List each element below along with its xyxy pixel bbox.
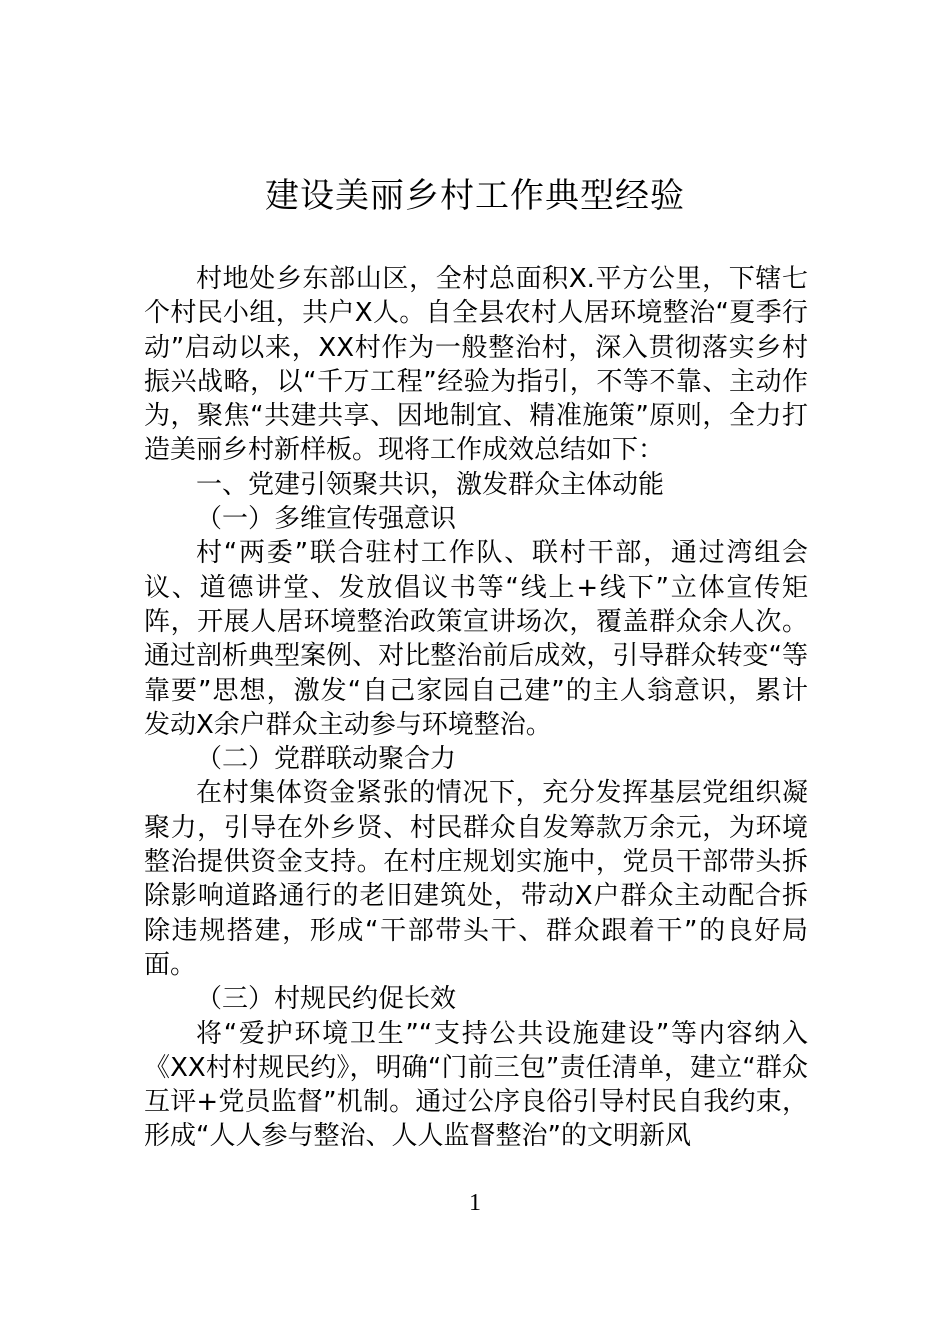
document-body xyxy=(144,262,808,1154)
subsection-3-heading: （三）村规民约促长效 xyxy=(196,984,457,1015)
subsection-1-heading: （一）多维宣传强意识 xyxy=(196,504,457,535)
document-title: 建设美丽乡村工作典型经验 xyxy=(265,176,685,216)
subsection-1-paragraph: 村“两委”联合驻村工作队、联村干部，通过湾组会议、道德讲堂、发放倡议书等“线上+线下”立体宣传矩阵，开展人居环境整治政策宣讲场次，覆盖群众余人次。通过剖析典型案例、对比整治前后成效，引导群众转变“等靠要”思想，激发“自己家园自己建”的主人翁意识，累计发动X余户群众主动参与环境整治。 xyxy=(144,538,808,740)
intro-paragraph: 村地处乡东部山区，全村总面积X.平方公里，下辖七个村民小组，共户X人。自全县农村人居环境整治“夏季行动”启动以来，XX村作为一般整治村，深入贯彻落实乡村振兴战略，以“千万工程”经验为指引，不等不靠、主动作为，聚焦“共建共享、因地制宜、精准施策”原则，全力打造美丽乡村新样板。现将工作成效总结如下： xyxy=(144,264,808,466)
subsection-2-heading: （二）党群联动聚合力 xyxy=(196,744,457,775)
section-1-heading: 一、党建引领聚共识，激发群众主体动能 xyxy=(196,469,665,500)
subsection-2-paragraph: 在村集体资金紧张的情况下，充分发挥基层党组织凝聚力，引导在外乡贤、村民群众自发筹款万余元，为环境整治提供资金支持。在村庄规划实施中，党员干部带头拆除影响道路通行的老旧建筑处，带动X户群众主动配合拆除违规搭建，形成“干部带头干、群众跟着干”的良好局面。 xyxy=(144,778,808,980)
subsection-3-paragraph: 将“爱护环境卫生”“支持公共设施建设”等内容纳入《XX村村规民约》，明确“门前三包”责任清单，建立“群众互评+党员监督”机制。通过公序良俗引导村民自我约束，形成“人人参与整治、人人监督整治”的文明新风 xyxy=(144,1018,808,1152)
page-number: 1 xyxy=(469,1190,481,1216)
